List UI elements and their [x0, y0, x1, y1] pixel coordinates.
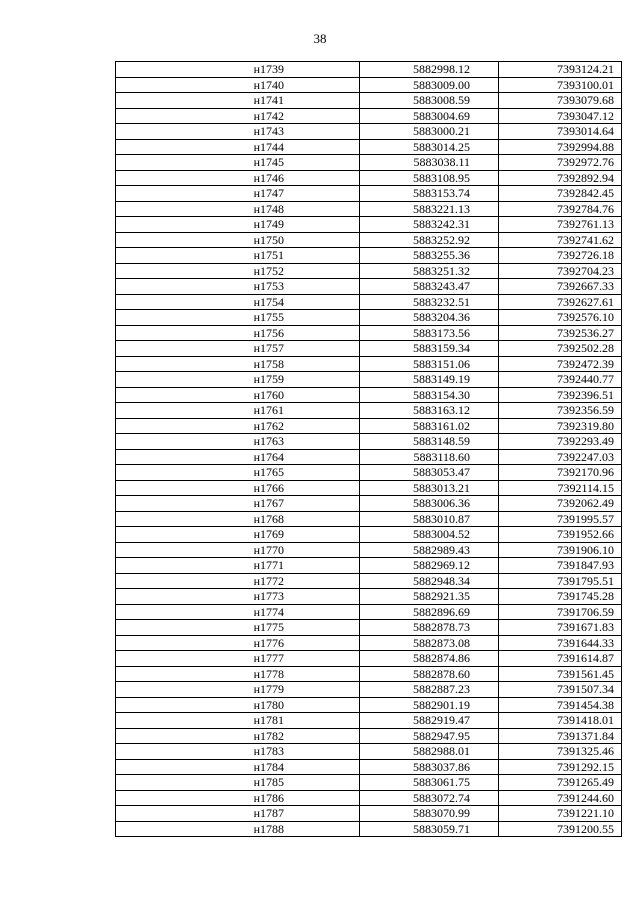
- x-coordinate-cell: 5883243.47: [360, 279, 499, 295]
- point-id-cell: н1778: [116, 666, 360, 682]
- table-row: [116, 294, 622, 310]
- point-id-cell: н1754: [116, 294, 360, 310]
- table-row: [116, 139, 622, 155]
- point-id-cell: н1774: [116, 604, 360, 620]
- page-number: 38: [313, 31, 327, 46]
- coordinates-table-body: [116, 62, 622, 837]
- x-coordinate-cell: 5882887.23: [360, 682, 499, 698]
- x-coordinate-cell: 5883059.71: [360, 821, 499, 837]
- point-id-cell: н1753: [116, 279, 360, 295]
- point-id-cell: н1786: [116, 790, 360, 806]
- y-coordinate-cell: 7392627.61: [499, 294, 622, 310]
- x-coordinate-cell: 5883255.36: [360, 248, 499, 264]
- table-row: [116, 279, 622, 295]
- point-id-cell: н1751: [116, 248, 360, 264]
- y-coordinate-cell: 7391221.10: [499, 806, 622, 822]
- table-row: [116, 651, 622, 667]
- x-coordinate-cell: 5883037.86: [360, 759, 499, 775]
- y-coordinate-cell: 7392842.45: [499, 186, 622, 202]
- table-row: [116, 682, 622, 698]
- x-coordinate-cell: 5883148.59: [360, 434, 499, 450]
- table-row: [116, 620, 622, 636]
- x-coordinate-cell: 5883151.06: [360, 356, 499, 372]
- y-coordinate-cell: 7393014.64: [499, 124, 622, 140]
- table-row: [116, 728, 622, 744]
- x-coordinate-cell: 5882874.86: [360, 651, 499, 667]
- x-coordinate-cell: 5883159.34: [360, 341, 499, 357]
- y-coordinate-cell: 7391507.34: [499, 682, 622, 698]
- point-id-cell: н1761: [116, 403, 360, 419]
- point-id-cell: н1776: [116, 635, 360, 651]
- point-id-cell: н1755: [116, 310, 360, 326]
- x-coordinate-cell: 5883204.36: [360, 310, 499, 326]
- y-coordinate-cell: 7392761.13: [499, 217, 622, 233]
- point-id-cell: н1745: [116, 155, 360, 171]
- table-row: [116, 449, 622, 465]
- x-coordinate-cell: 5882989.43: [360, 542, 499, 558]
- y-coordinate-cell: 7391614.87: [499, 651, 622, 667]
- x-coordinate-cell: 5882947.95: [360, 728, 499, 744]
- x-coordinate-cell: 5883010.87: [360, 511, 499, 527]
- table-row: [116, 155, 622, 171]
- y-coordinate-cell: 7393047.12: [499, 108, 622, 124]
- x-coordinate-cell: 5883108.95: [360, 170, 499, 186]
- x-coordinate-cell: 5883004.69: [360, 108, 499, 124]
- table-row: [116, 418, 622, 434]
- x-coordinate-cell: 5883014.25: [360, 139, 499, 155]
- point-id-cell: н1742: [116, 108, 360, 124]
- x-coordinate-cell: 5883242.31: [360, 217, 499, 233]
- table-row: [116, 186, 622, 202]
- y-coordinate-cell: 7392062.49: [499, 496, 622, 512]
- y-coordinate-cell: 7392667.33: [499, 279, 622, 295]
- y-coordinate-cell: 7392741.62: [499, 232, 622, 248]
- y-coordinate-cell: 7392293.49: [499, 434, 622, 450]
- y-coordinate-cell: 7391454.38: [499, 697, 622, 713]
- point-id-cell: н1770: [116, 542, 360, 558]
- point-id-cell: н1762: [116, 418, 360, 434]
- table-row: [116, 821, 622, 837]
- y-coordinate-cell: 7393100.01: [499, 77, 622, 93]
- table-row: [116, 527, 622, 543]
- x-coordinate-cell: 5883013.21: [360, 480, 499, 496]
- x-coordinate-cell: 5883008.59: [360, 93, 499, 109]
- table-row: [116, 232, 622, 248]
- point-id-cell: н1746: [116, 170, 360, 186]
- table-row: [116, 263, 622, 279]
- y-coordinate-cell: 7391706.59: [499, 604, 622, 620]
- table-row: [116, 744, 622, 760]
- table-row: [116, 356, 622, 372]
- table-row: [116, 542, 622, 558]
- table-row: [116, 573, 622, 589]
- x-coordinate-cell: 5883053.47: [360, 465, 499, 481]
- x-coordinate-cell: 5882921.35: [360, 589, 499, 605]
- table-row: [116, 511, 622, 527]
- y-coordinate-cell: 7391418.01: [499, 713, 622, 729]
- x-coordinate-cell: 5883232.51: [360, 294, 499, 310]
- point-id-cell: н1749: [116, 217, 360, 233]
- y-coordinate-cell: 7392319.80: [499, 418, 622, 434]
- y-coordinate-cell: 7393079.68: [499, 93, 622, 109]
- table-row: [116, 759, 622, 775]
- table-row: [116, 310, 622, 326]
- point-id-cell: н1750: [116, 232, 360, 248]
- y-coordinate-cell: 7392356.59: [499, 403, 622, 419]
- x-coordinate-cell: 5883004.52: [360, 527, 499, 543]
- table-row: [116, 217, 622, 233]
- point-id-cell: н1748: [116, 201, 360, 217]
- point-id-cell: н1757: [116, 341, 360, 357]
- y-coordinate-cell: 7391561.45: [499, 666, 622, 682]
- table-row: [116, 62, 622, 78]
- point-id-cell: н1782: [116, 728, 360, 744]
- x-coordinate-cell: 5883221.13: [360, 201, 499, 217]
- x-coordinate-cell: 5882878.73: [360, 620, 499, 636]
- table-row: [116, 775, 622, 791]
- point-id-cell: н1781: [116, 713, 360, 729]
- y-coordinate-cell: 7391906.10: [499, 542, 622, 558]
- x-coordinate-cell: 5883038.11: [360, 155, 499, 171]
- table-row: [116, 170, 622, 186]
- x-coordinate-cell: 5882901.19: [360, 697, 499, 713]
- point-id-cell: н1769: [116, 527, 360, 543]
- table-row: [116, 77, 622, 93]
- y-coordinate-cell: 7392440.77: [499, 372, 622, 388]
- point-id-cell: н1765: [116, 465, 360, 481]
- y-coordinate-cell: 7392892.94: [499, 170, 622, 186]
- y-coordinate-cell: 7392704.23: [499, 263, 622, 279]
- y-coordinate-cell: 7391795.51: [499, 573, 622, 589]
- x-coordinate-cell: 5882919.47: [360, 713, 499, 729]
- table-row: [116, 248, 622, 264]
- table-row: [116, 790, 622, 806]
- point-id-cell: н1783: [116, 744, 360, 760]
- point-id-cell: н1772: [116, 573, 360, 589]
- x-coordinate-cell: 5882873.08: [360, 635, 499, 651]
- y-coordinate-cell: 7391745.28: [499, 589, 622, 605]
- y-coordinate-cell: 7391292.15: [499, 759, 622, 775]
- point-id-cell: н1787: [116, 806, 360, 822]
- point-id-cell: н1740: [116, 77, 360, 93]
- table-row: [116, 635, 622, 651]
- table-row: [116, 480, 622, 496]
- table-row: [116, 93, 622, 109]
- x-coordinate-cell: 5882969.12: [360, 558, 499, 574]
- x-coordinate-cell: 5883118.60: [360, 449, 499, 465]
- point-id-cell: н1775: [116, 620, 360, 636]
- x-coordinate-cell: 5883163.12: [360, 403, 499, 419]
- point-id-cell: н1744: [116, 139, 360, 155]
- table-row: [116, 124, 622, 140]
- y-coordinate-cell: 7391244.60: [499, 790, 622, 806]
- y-coordinate-cell: 7392396.51: [499, 387, 622, 403]
- y-coordinate-cell: 7392726.18: [499, 248, 622, 264]
- table-row: [116, 558, 622, 574]
- point-id-cell: н1766: [116, 480, 360, 496]
- y-coordinate-cell: 7391847.93: [499, 558, 622, 574]
- table-row: [116, 341, 622, 357]
- point-id-cell: н1756: [116, 325, 360, 341]
- table-row: [116, 201, 622, 217]
- point-id-cell: н1764: [116, 449, 360, 465]
- point-id-cell: н1760: [116, 387, 360, 403]
- table-row: [116, 108, 622, 124]
- y-coordinate-cell: 7393124.21: [499, 62, 622, 78]
- y-coordinate-cell: 7392170.96: [499, 465, 622, 481]
- y-coordinate-cell: 7391995.57: [499, 511, 622, 527]
- point-id-cell: н1788: [116, 821, 360, 837]
- table-row: [116, 806, 622, 822]
- y-coordinate-cell: 7392472.39: [499, 356, 622, 372]
- table-row: [116, 387, 622, 403]
- x-coordinate-cell: 5883072.74: [360, 790, 499, 806]
- x-coordinate-cell: 5882998.12: [360, 62, 499, 78]
- point-id-cell: н1741: [116, 93, 360, 109]
- table-row: [116, 325, 622, 341]
- x-coordinate-cell: 5882896.69: [360, 604, 499, 620]
- table-row: [116, 403, 622, 419]
- point-id-cell: н1785: [116, 775, 360, 791]
- point-id-cell: н1773: [116, 589, 360, 605]
- x-coordinate-cell: 5883149.19: [360, 372, 499, 388]
- x-coordinate-cell: 5882948.34: [360, 573, 499, 589]
- table-row: [116, 697, 622, 713]
- point-id-cell: н1777: [116, 651, 360, 667]
- x-coordinate-cell: 5883154.30: [360, 387, 499, 403]
- y-coordinate-cell: 7392502.28: [499, 341, 622, 357]
- point-id-cell: н1759: [116, 372, 360, 388]
- y-coordinate-cell: 7391371.84: [499, 728, 622, 744]
- table-row: [116, 372, 622, 388]
- y-coordinate-cell: 7391325.46: [499, 744, 622, 760]
- x-coordinate-cell: 5883000.21: [360, 124, 499, 140]
- x-coordinate-cell: 5883251.32: [360, 263, 499, 279]
- x-coordinate-cell: 5882988.01: [360, 744, 499, 760]
- point-id-cell: н1743: [116, 124, 360, 140]
- x-coordinate-cell: 5883070.99: [360, 806, 499, 822]
- point-id-cell: н1758: [116, 356, 360, 372]
- table-row: [116, 666, 622, 682]
- table-row: [116, 465, 622, 481]
- point-id-cell: н1739: [116, 62, 360, 78]
- y-coordinate-cell: 7391644.33: [499, 635, 622, 651]
- point-id-cell: н1771: [116, 558, 360, 574]
- y-coordinate-cell: 7392576.10: [499, 310, 622, 326]
- x-coordinate-cell: 5883006.36: [360, 496, 499, 512]
- point-id-cell: н1747: [116, 186, 360, 202]
- point-id-cell: н1779: [116, 682, 360, 698]
- y-coordinate-cell: 7391265.49: [499, 775, 622, 791]
- x-coordinate-cell: 5883161.02: [360, 418, 499, 434]
- x-coordinate-cell: 5883009.00: [360, 77, 499, 93]
- table-row: [116, 589, 622, 605]
- x-coordinate-cell: 5883252.92: [360, 232, 499, 248]
- coordinates-table: [115, 61, 622, 837]
- point-id-cell: н1784: [116, 759, 360, 775]
- point-id-cell: н1768: [116, 511, 360, 527]
- y-coordinate-cell: 7392784.76: [499, 201, 622, 217]
- point-id-cell: н1752: [116, 263, 360, 279]
- table-row: [116, 434, 622, 450]
- x-coordinate-cell: 5883173.56: [360, 325, 499, 341]
- y-coordinate-cell: 7392994.88: [499, 139, 622, 155]
- table-row: [116, 713, 622, 729]
- point-id-cell: н1763: [116, 434, 360, 450]
- y-coordinate-cell: 7391952.66: [499, 527, 622, 543]
- table-row: [116, 604, 622, 620]
- table-row: [116, 496, 622, 512]
- y-coordinate-cell: 7391671.83: [499, 620, 622, 636]
- y-coordinate-cell: 7392247.03: [499, 449, 622, 465]
- y-coordinate-cell: 7392114.15: [499, 480, 622, 496]
- point-id-cell: н1780: [116, 697, 360, 713]
- x-coordinate-cell: 5883061.75: [360, 775, 499, 791]
- y-coordinate-cell: 7391200.55: [499, 821, 622, 837]
- x-coordinate-cell: 5882878.60: [360, 666, 499, 682]
- x-coordinate-cell: 5883153.74: [360, 186, 499, 202]
- y-coordinate-cell: 7392536.27: [499, 325, 622, 341]
- y-coordinate-cell: 7392972.76: [499, 155, 622, 171]
- point-id-cell: н1767: [116, 496, 360, 512]
